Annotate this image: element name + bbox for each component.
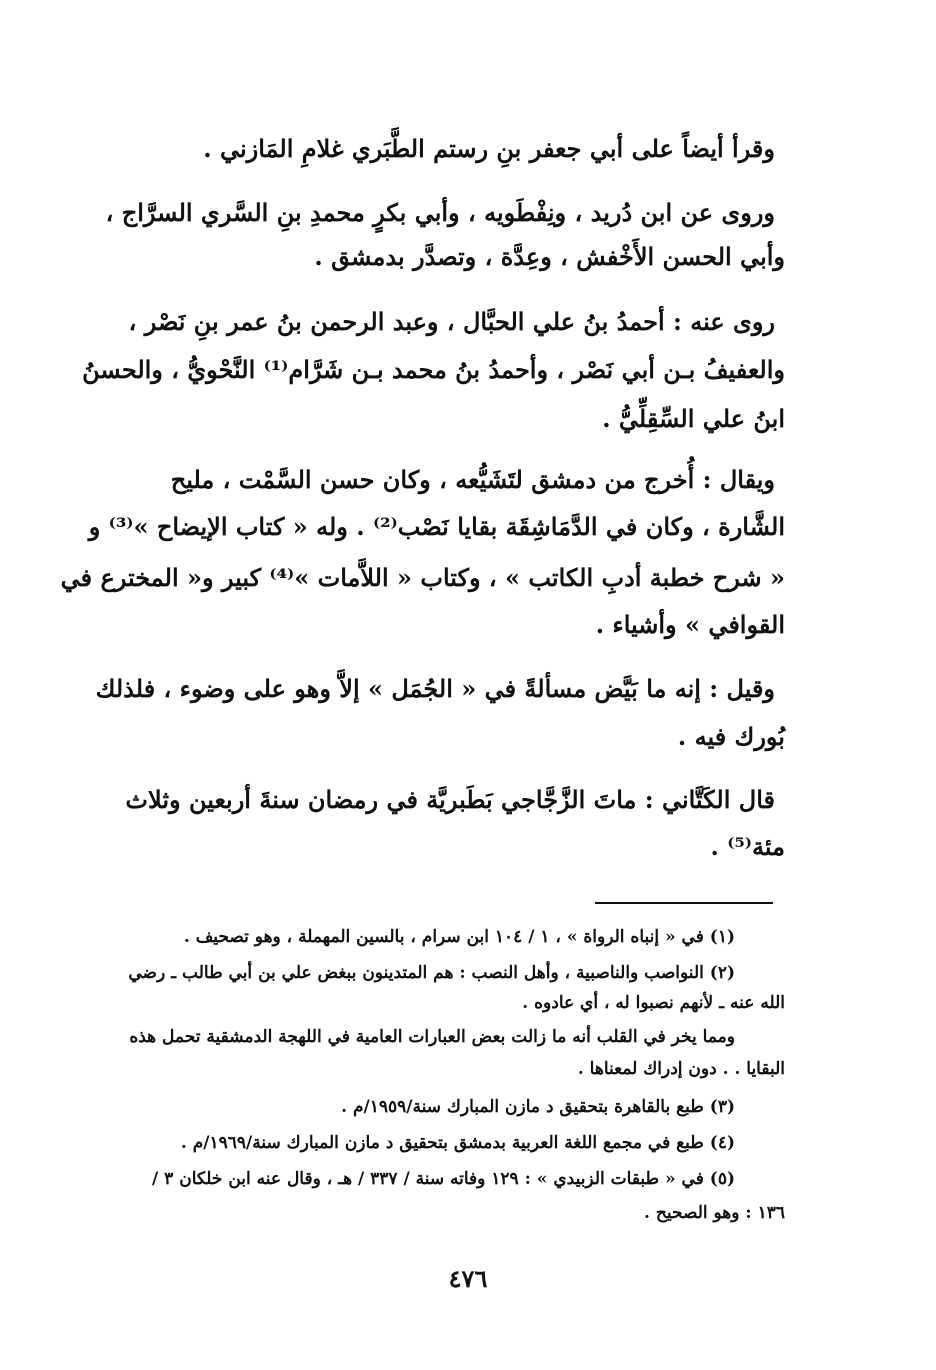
text-line: ويقال : أُخرج من دمشق لتَشَيُّعه ، وكان حسن السَّمْت ، مليح [170, 465, 775, 494]
text-line: وأبي الحسن الأَخْفش ، وعِدَّة ، وتصدَّر بدمشق . [314, 242, 785, 271]
text-line: الشَّارة ، وكان في الدَّمَاشِقَة بقايا نَصْب⁽²⁾ . وله « كتاب الإيضاح »⁽³⁾ و [88, 512, 785, 541]
text-line: بُورك فيه . [677, 722, 785, 751]
footnote-separator [595, 902, 773, 904]
text-line: مئة⁽⁵⁾ . [710, 832, 785, 861]
footnote-line: (٥) في « طبقات الزبيدي » : ١٢٩ وفاته سنة / ٣٣٧ / هـ ، وقال عنه ابن خلكان ٣ / [152, 1169, 735, 1189]
footnote-line: (١) في « إنباه الرواة » ، ١ / ١٠٤ ابن سرام ، بالسين المهملة ، وهو تصحيف . [183, 927, 735, 947]
footnote-line: البقايا . . دون إدراك لمعناها . [577, 1059, 785, 1079]
text-line: وقرأ أيضاً على أبي جعفر بنِ رستم الطَّبَري غلامِ المَازني . [203, 134, 775, 163]
footnote-line: (٤) طبع في مجمع اللغة العربية بدمشق بتحقيق د مازن المبارك سنة/١٩٦٩/م . [180, 1133, 735, 1153]
text-line: روى عنه : أحمدُ بنُ علي الحبَّال ، وعبد الرحمن بنُ عمر بنِ نَصْر ، [128, 307, 775, 336]
footnote-line: ١٣٦ : وهو الصحيح . [644, 1203, 785, 1223]
text-line: وروى عن ابن دُريد ، ونِفْطَويه ، وأبي بكرٍ محمدِ بنِ السَّري السرَّاج ، [105, 198, 775, 227]
text-line: وقيل : إنه ما بَيَّض مسألةً في « الجُمَل » إلاَّ وهو على وضوء ، فلذلك [95, 674, 775, 703]
footnote-line: (٣) طبع بالقاهرة بتحقيق د مازن المبارك سنة/١٩٥٩/م . [341, 1097, 735, 1117]
text-line: قال الكَتَّاني : ماتَ الزَّجَّاجي بَطَبريَّة في رمضان سنةَ أربعين وثلاث [125, 785, 775, 814]
text-line: القوافي » وأشياء . [595, 610, 785, 639]
text-line: « شرح خطبة أدبِ الكاتب » ، وكتاب « اللاَّمات »⁽⁴⁾ كبير و« المخترع في [60, 563, 785, 592]
page-number: ٤٧٦ [448, 1264, 488, 1293]
text-line: ابنُ علي السِّقِلِّيُّ . [602, 404, 785, 433]
text-line: والعفيفُ بـن أبي نَصْر ، وأحمدُ بنُ محمد بـن شَرَّام⁽¹⁾ النَّحْويُّ ، والحسنُ [82, 355, 785, 384]
footnote-line: ومما يخر في القلب أنه ما زالت بعض العبارات العامية في اللهجة الدمشقية تحمل هذه [129, 1027, 735, 1047]
footnote-line: (٢) النواصب والناصبية ، وأهل النصب : هم المتدينون ببغض علي بن أبي طالب ـ رضي [128, 963, 735, 983]
footnote-line: الله عنه ـ لأنهم نصبوا له ، أي عادوه . [522, 993, 785, 1013]
